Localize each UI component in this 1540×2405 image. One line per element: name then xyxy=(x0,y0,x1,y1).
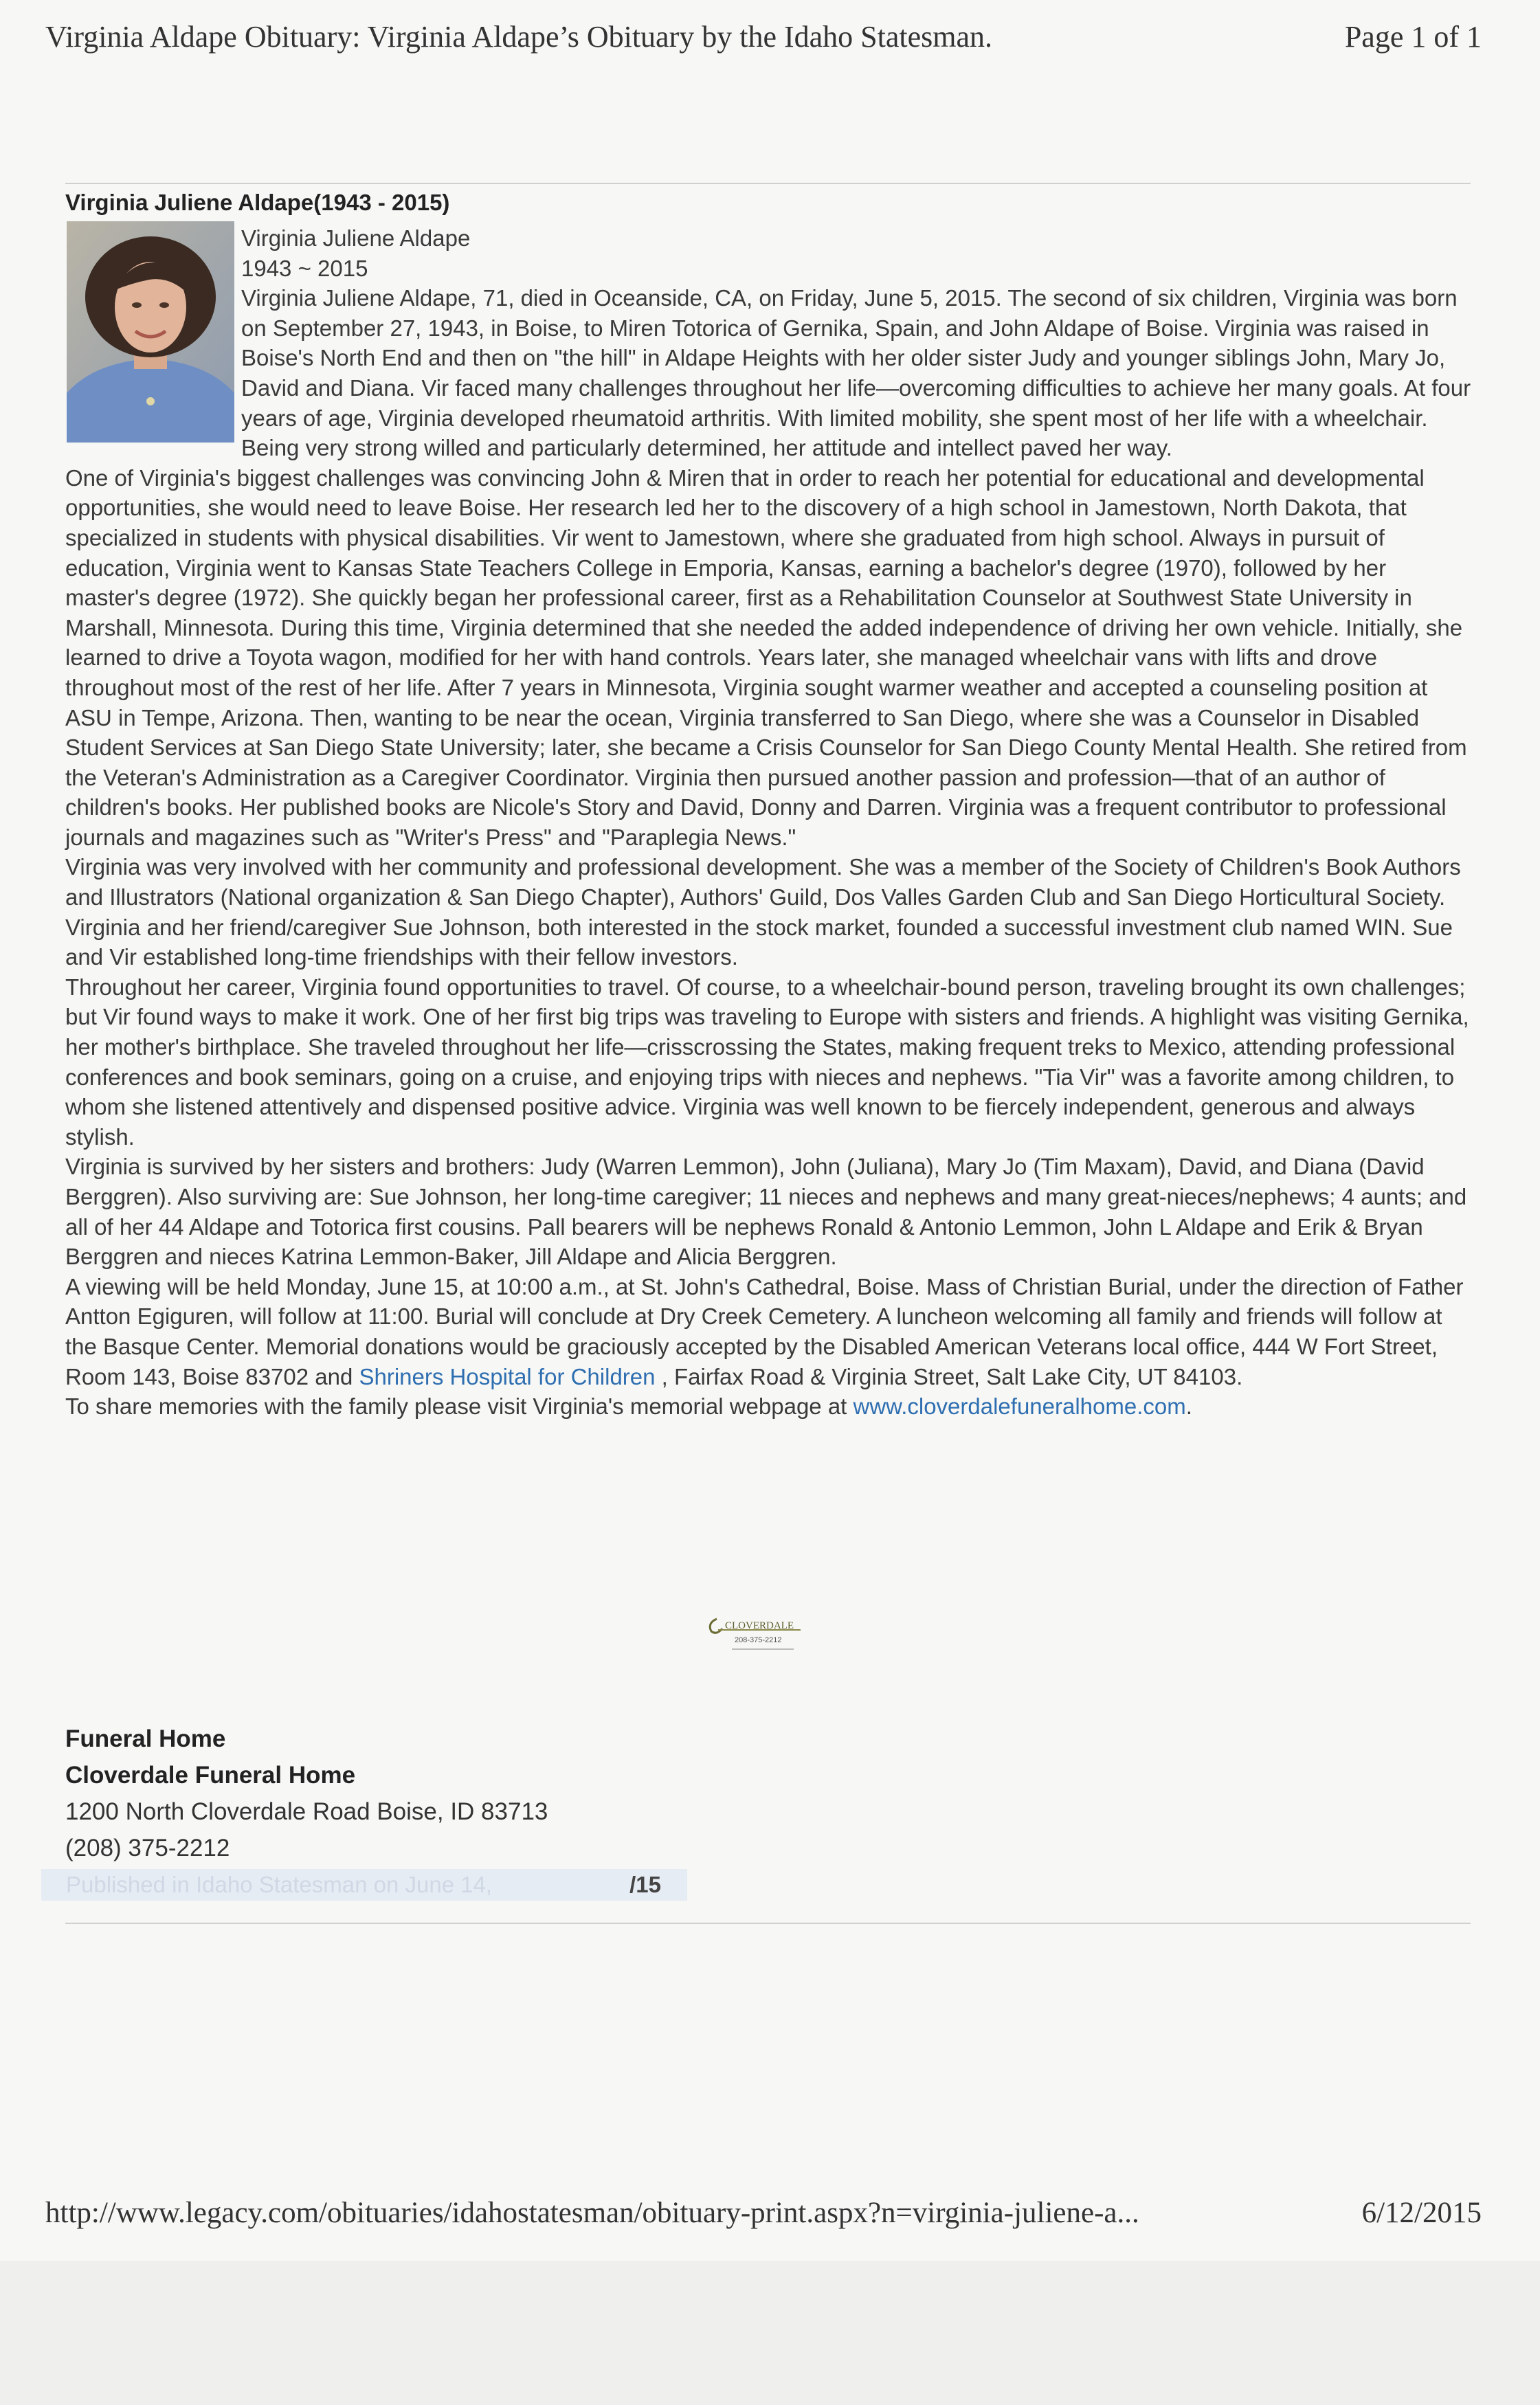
years-line: 1943 ~ 2015 xyxy=(241,255,368,281)
paragraph-3: Virginia was very involved with her community and professional development. She was a member of the Society of Children's Book Authors and Illustrators (National organization & San Diego Chapter), Authors' Guild, Dos Valles Garden Club and San Diego Horticultural Society. Virginia and her friend/caregiver Sue Johnson, both interested in the stock market, founded a successful investment club named WIN. Sue and Vir established long-time friendships with their fellow investors. xyxy=(65,854,1461,970)
funeral-home-address: 1200 North Cloverdale Road Boise, ID 83713 xyxy=(65,1798,548,1825)
print-footer xyxy=(45,2196,1482,2237)
published-date-tail: /15 xyxy=(629,1872,661,1897)
paragraph-1: Virginia Juliene Aldape, 71, died in Oceanside, CA, on Friday, June 5, 2015. The second of six children, Virginia was born on September 27, 1943, in Boise, to Miren Totorica of Gernika, Spain, and John Aldape of Boise. Virginia was raised in Boise's North End and then on "the hill" in Aldape Heights with her older sister Judy and younger siblings John, Mary Jo, David and Diana. Vir faced many challenges throughout her life—overcoming difficulties to achieve her many goals. At four years of age, Virginia developed rheumatoid arthritis. With limited mobility, she spent most of her life with a wheelchair. Being very strong willed and particularly determined, her attitude and intellect paved her way. xyxy=(241,285,1471,461)
funeral-home-phone: (208) 375-2212 xyxy=(65,1835,230,1861)
bottom-divider xyxy=(65,1923,1471,1924)
memories-text: To share memories with the family please visit Virginia's memorial webpage at xyxy=(65,1394,853,1420)
logo-name: CLOVERDALE xyxy=(725,1620,794,1631)
paragraph-2: One of Virginia's biggest challenges was convincing John & Miren that in order to reach her potential for educational and developmental opportunities, she would need to leave Boise. Her research led her to the discovery of a high school in Jamestown, North Dakota, that specialized in students with physical disabilities. Vir went to Jamestown, where she graduated from high school. Always in pursuit of education, Virginia went to Kansas State Teachers College in Emporia, Kansas, earning a bachelor's degree (1970), followed by her master's degree (1972). She quickly began her professional career, first as a Rehabilitation Counselor at Southwest State University in Marshall, Minnesota. During this time, Virginia determined that she needed the added independence of driving her own vehicle. Initially, she learned to drive a Toyota wagon, modified for her with hand controls. Years later, she managed wheelchair vans with lifts and drove throughout most of the rest of her life. After 7 years in Minnesota, Virginia sought warmer weather and accepted a counseling position at ASU in Tempe, Arizona. Then, wanting to be near the ocean, Virginia transferred to San Diego, where she was a Counselor in Disabled Student Services at San Diego State University; later, she became a Crisis Counselor for San Diego County Mental Health. She retired from the Veteran's Administration as a Caregiver Coordinator. Virginia then pursued another passion and profession—that of an author of children's books. Her published books are Nicole's Story and David, Donny and Darren. Virginia was a frequent contributor to professional journals and magazines such as "Writer's Press" and "Paraplegia News." xyxy=(65,465,1467,850)
services-text: A viewing will be held Monday, June 15, at 10:00 a.m., at St. John's Cathedral, Boise. Mass of Christian Burial, under the direction of Father Antton Egiguren, will follow at 11:00. Burial will conclude at Dry Creek Cemetery. A luncheon welcoming all family and friends will follow at the Basque Center. Memorial donations would be graciously accepted by the Disabled American Veterans local office, 444 W Fort Street, Room 143, Boise 83702 and xyxy=(65,1273,1464,1389)
name-line: Virginia Juliene Aldape xyxy=(241,225,471,251)
obituary-heading: Virginia Juliene Aldape(1943 - 2015) xyxy=(65,190,450,215)
print-footer-date: 6/12/2015 xyxy=(1361,2197,1482,2229)
top-divider xyxy=(65,183,1471,184)
published-line xyxy=(41,1869,687,1901)
funeral-home-block xyxy=(65,1721,548,1866)
funeral-home-label: Funeral Home xyxy=(65,1725,226,1752)
cloverdale-logo xyxy=(704,1615,814,1656)
memories-tail: . xyxy=(1185,1394,1192,1420)
memorial-webpage-link[interactable]: www.cloverdalefuneralhome.com xyxy=(853,1394,1186,1420)
funeral-home-name: Cloverdale Funeral Home xyxy=(65,1762,356,1789)
print-header-title: Virginia Aldape Obituary: Virginia Aldape’s Obituary by the Idaho Statesman. xyxy=(45,20,993,54)
shriners-hospital-link[interactable]: Shriners Hospital for Children xyxy=(359,1363,656,1389)
photo-spacer xyxy=(65,223,241,443)
scan-background-strip xyxy=(0,2261,1540,2405)
services-tail: , Fairfax Road & Virginia Street, Salt Lake City, UT 84103. xyxy=(655,1363,1243,1389)
logo-phone: 208-375-2212 xyxy=(735,1636,782,1644)
published-faint-text: Published in Idaho Statesman on June 14, xyxy=(66,1872,493,1897)
page-number: Page 1 of 1 xyxy=(1344,20,1482,54)
print-header xyxy=(45,15,1482,63)
paragraph-5: Virginia is survived by her sisters and brothers: Judy (Warren Lemmon), John (Juliana), Mary Jo (Tim Maxam), David, and Diana (David Berggren). Also surviving are: Sue Johnson, her long-time caregiver; 11 nieces and nephews and many great-nieces/nephews; 4 aunts; and all of her 44 Aldape and Totorica first cousins. Pall bearers will be nephews Ronald & Antonio Lemmon, John L Aldape and Erik & Bryan Berggren and nieces Katrina Lemmon-Baker, Jill Aldape and Alicia Berggren. xyxy=(65,1154,1467,1270)
services-paragraph xyxy=(65,1272,1474,1391)
paragraph-4: Throughout her career, Virginia found opportunities to travel. Of course, to a wheelchair-bound person, traveling brought its own challenges; but Vir found ways to make it work. One of her first big trips was traveling to Europe with sisters and friends. A highlight was visiting Gernika, her mother's birthplace. She traveled throughout her life—crisscrossing the States, making frequent treks to Mexico, attending professional conferences and book seminars, going on a cruise, and enjoying trips with nieces and nephews. "Tia Vir" was a favorite among children, to whom she listened attentively and dispensed positive advice. Virginia was well known to be fiercely independent, generous and always stylish. xyxy=(65,974,1469,1150)
obituary-body xyxy=(65,223,1474,1422)
print-footer-url: http://www.legacy.com/obituaries/idahostatesman/obituary-print.aspx?n=virginia-juliene-a... xyxy=(45,2197,1139,2229)
memories-paragraph xyxy=(65,1391,1474,1422)
